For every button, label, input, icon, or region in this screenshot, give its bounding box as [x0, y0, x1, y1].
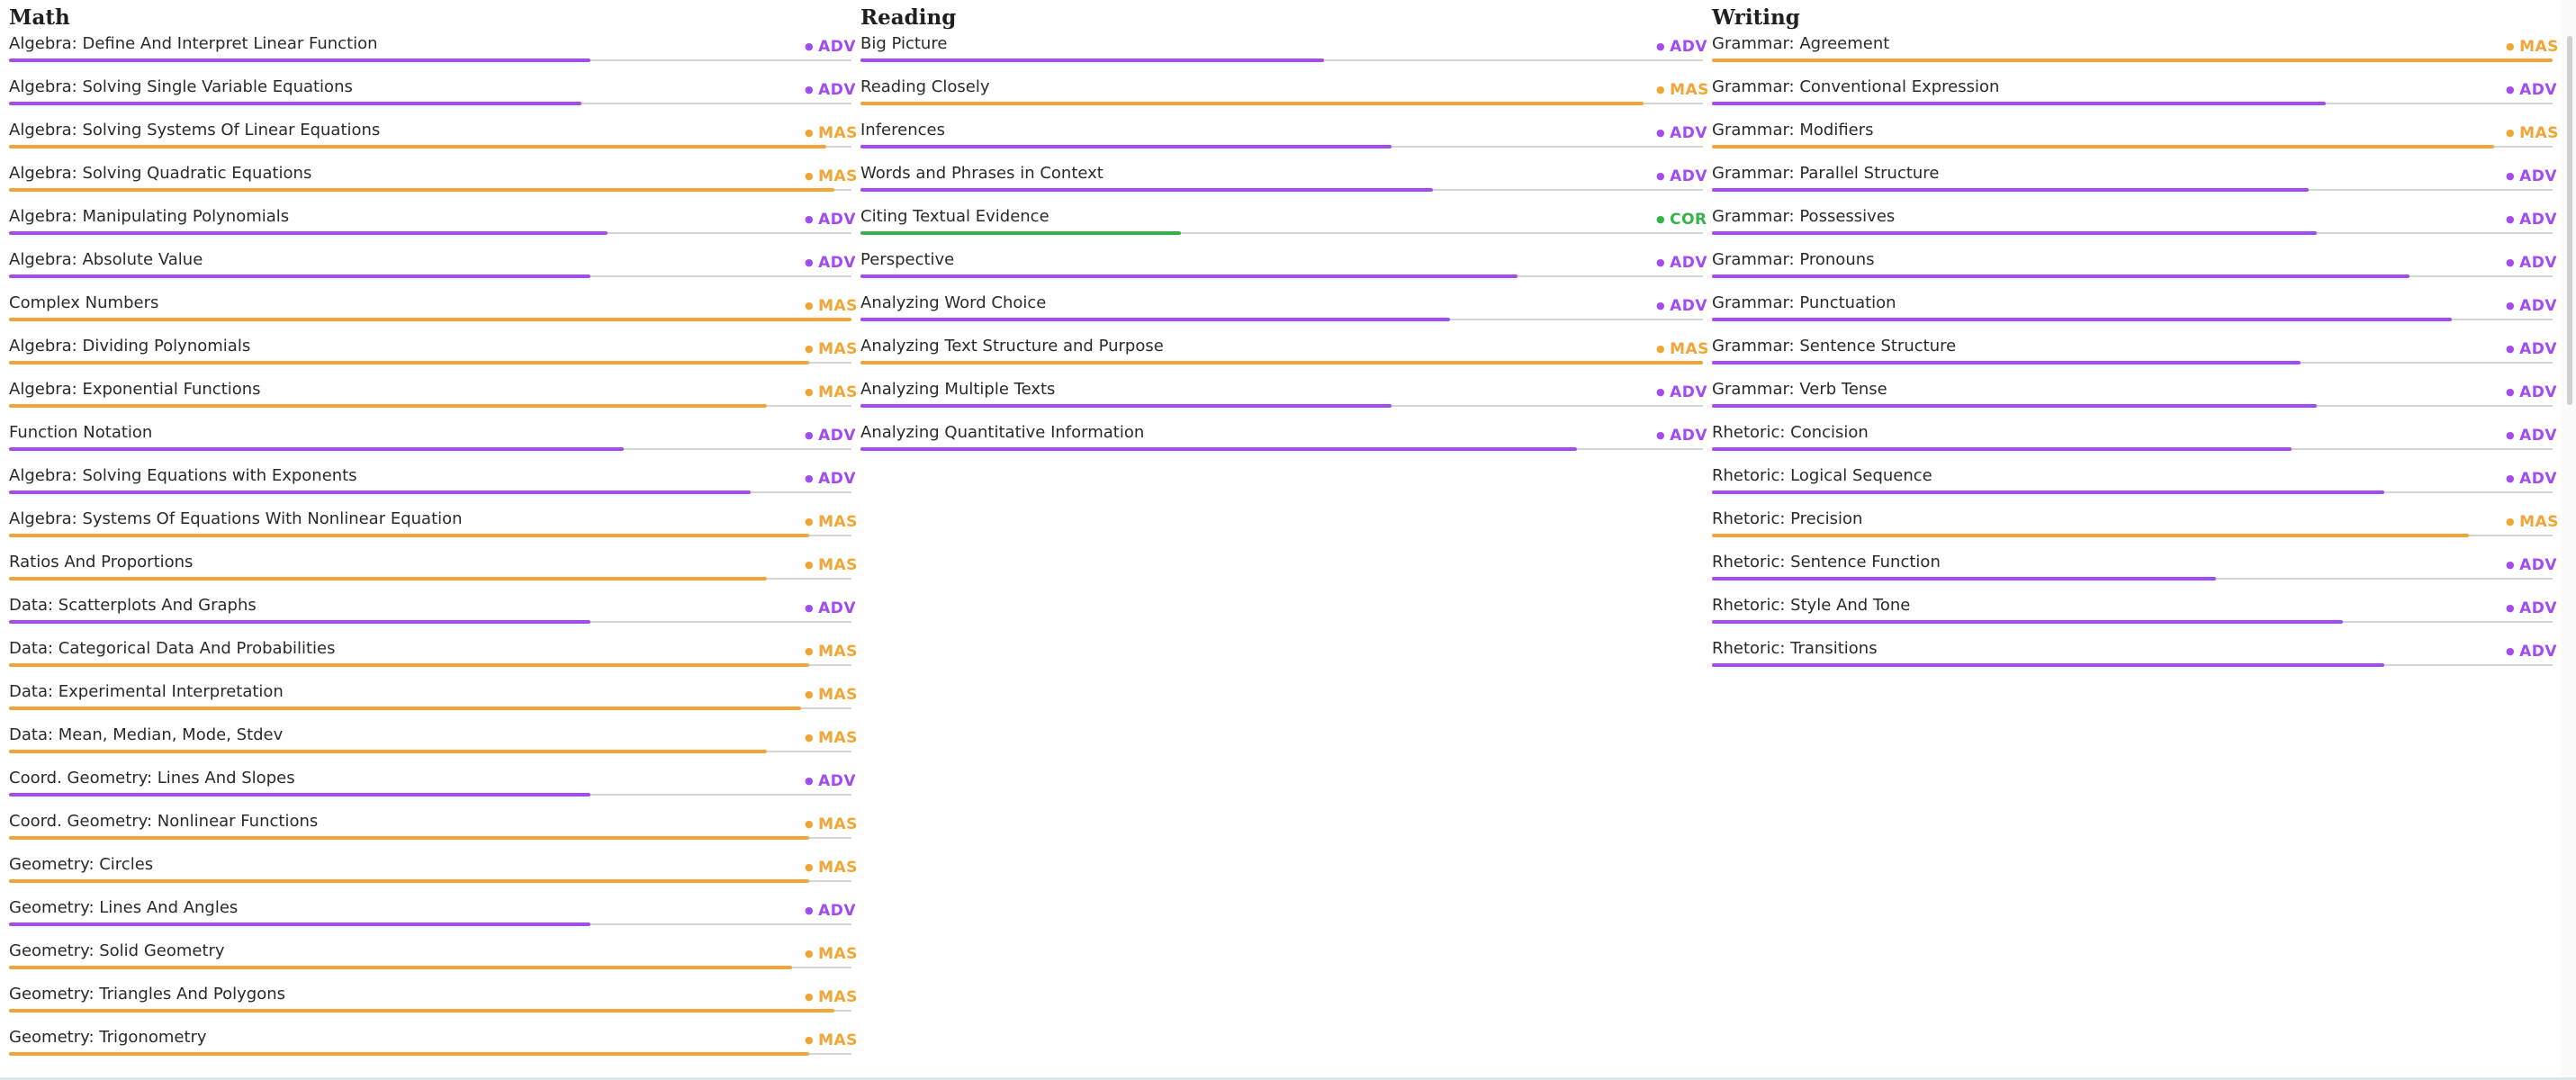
skill-name: Coord. Geometry: Lines And Slopes: [9, 769, 295, 788]
status-label: MAS: [2519, 513, 2559, 531]
skill-name: Grammar: Sentence Structure: [1712, 337, 1957, 356]
writing-column: [1712, 0, 2559, 691]
status-dot-icon: ●: [1656, 170, 1666, 182]
skill-name: Ratios And Proportions: [9, 553, 194, 572]
status-badge: [805, 815, 858, 833]
status-badge: [1656, 340, 1709, 358]
progress-fill: [9, 577, 767, 580]
status-badge: [1656, 427, 1708, 445]
status-badge: [805, 38, 857, 56]
progress-fill: [9, 102, 581, 105]
status-dot-icon: ●: [805, 775, 815, 787]
status-label: MAS: [818, 729, 858, 747]
status-label: COR: [1670, 211, 1707, 229]
status-dot-icon: ●: [805, 1034, 815, 1046]
progress-fill: [1712, 145, 2494, 148]
skill-name: Grammar: Possessives: [1712, 207, 1896, 226]
status-dot-icon: ●: [1656, 429, 1666, 441]
status-dot-icon: ●: [805, 40, 815, 52]
status-dot-icon: ●: [805, 170, 815, 182]
skill-name: Grammar: Conventional Expression: [1712, 77, 2000, 96]
progress-fill: [1712, 231, 2317, 235]
status-label: MAS: [1670, 81, 1709, 99]
status-label: ADV: [2519, 297, 2558, 315]
status-badge: [805, 1031, 858, 1049]
skill-name: Reading Closely: [860, 77, 990, 96]
status-badge: [805, 902, 857, 920]
status-label: ADV: [2519, 383, 2558, 401]
skill-name: Analyzing Quantitative Information: [860, 423, 1145, 442]
status-badge: [1656, 383, 1708, 401]
status-dot-icon: ●: [805, 948, 815, 959]
status-dot-icon: ●: [2506, 386, 2516, 398]
status-dot-icon: ●: [1656, 343, 1666, 355]
skill-name: Algebra: Exponential Functions: [9, 380, 261, 399]
status-dot-icon: ●: [1656, 84, 1666, 95]
progress-fill: [1712, 102, 2326, 105]
progress-fill: [860, 404, 1392, 408]
status-label: ADV: [818, 254, 857, 272]
status-dot-icon: ●: [805, 472, 815, 484]
status-dot-icon: ●: [805, 818, 815, 830]
status-dot-icon: ●: [2506, 343, 2516, 355]
skill-name: Geometry: Solid Geometry: [9, 941, 225, 960]
status-badge: [1656, 81, 1709, 99]
progress-fill: [9, 663, 809, 667]
status-badge: [805, 772, 857, 790]
status-badge: [2506, 211, 2558, 229]
status-label: ADV: [2519, 427, 2558, 445]
progress-fill: [9, 1009, 834, 1012]
writing-skill-list: [1712, 34, 2559, 691]
skill-name: Rhetoric: Logical Sequence: [1712, 466, 1932, 485]
progress-fill: [1712, 490, 2384, 494]
status-label: ADV: [818, 38, 857, 56]
status-badge: [2506, 254, 2558, 272]
progress-fill: [1712, 534, 2469, 537]
progress-fill: [9, 188, 834, 192]
skill-name: Analyzing Word Choice: [860, 293, 1047, 312]
status-badge: [805, 81, 857, 99]
math-column-title: Math: [9, 5, 70, 30]
skill-name: Big Picture: [860, 34, 948, 53]
status-dot-icon: ●: [2506, 40, 2516, 52]
status-badge: [2506, 38, 2559, 56]
status-label: ADV: [818, 902, 857, 920]
progress-fill: [9, 490, 751, 494]
skill-name: Data: Experimental Interpretation: [9, 682, 284, 701]
status-label: MAS: [818, 859, 858, 877]
status-label: MAS: [818, 1031, 858, 1049]
status-dot-icon: ●: [805, 559, 815, 571]
status-label: ADV: [818, 427, 857, 445]
progress-fill: [9, 793, 590, 796]
progress-fill: [9, 1052, 809, 1056]
progress-fill: [1712, 577, 2216, 580]
skill-name: Grammar: Pronouns: [1712, 250, 1875, 269]
status-label: ADV: [1670, 167, 1708, 185]
skill-name: Algebra: Solving Systems Of Linear Equations: [9, 121, 381, 140]
status-badge: [1656, 167, 1708, 185]
status-label: ADV: [1670, 124, 1708, 142]
status-label: ADV: [2519, 167, 2558, 185]
progress-fill: [9, 534, 809, 537]
skill-name: Rhetoric: Style And Tone: [1712, 596, 1911, 615]
scrollbar-thumb[interactable]: [2567, 36, 2572, 405]
skill-row[interactable]: [9, 1028, 858, 1080]
progress-fill: [860, 231, 1181, 235]
status-badge: [805, 643, 858, 661]
progress-fill: [9, 966, 792, 969]
status-dot-icon: ●: [2506, 213, 2516, 225]
skill-name: Citing Textual Evidence: [860, 207, 1049, 226]
vertical-scrollbar[interactable]: [2562, 0, 2576, 1080]
status-label: MAS: [818, 297, 858, 315]
progress-fill: [860, 318, 1450, 321]
status-dot-icon: ●: [2506, 559, 2516, 571]
status-dot-icon: ●: [805, 256, 815, 268]
reading-column-title: Reading: [860, 5, 957, 30]
skill-name: Complex Numbers: [9, 293, 159, 312]
skill-name: Grammar: Modifiers: [1712, 121, 1874, 140]
progress-fill: [860, 188, 1433, 192]
status-badge: [2506, 513, 2559, 531]
status-label: MAS: [818, 513, 858, 531]
status-label: ADV: [2519, 470, 2558, 488]
progress-fill: [9, 274, 590, 278]
status-label: ADV: [2519, 254, 2558, 272]
status-badge: [805, 859, 858, 877]
status-badge: [2506, 124, 2559, 142]
status-label: ADV: [1670, 297, 1708, 315]
status-dot-icon: ●: [2506, 256, 2516, 268]
status-dot-icon: ●: [1656, 213, 1666, 225]
skill-name: Coord. Geometry: Nonlinear Functions: [9, 812, 319, 831]
status-dot-icon: ●: [2506, 300, 2516, 311]
status-label: MAS: [2519, 38, 2559, 56]
skill-name: Words and Phrases in Context: [860, 164, 1103, 183]
status-badge: [805, 686, 858, 704]
status-dot-icon: ●: [805, 343, 815, 355]
status-dot-icon: ●: [1656, 127, 1666, 139]
skill-name: Data: Categorical Data And Probabilities: [9, 639, 336, 658]
status-label: ADV: [818, 81, 857, 99]
status-dot-icon: ●: [1656, 386, 1666, 398]
progress-fill: [9, 879, 809, 883]
status-badge: [2506, 643, 2558, 661]
skill-name: Grammar: Parallel Structure: [1712, 164, 1940, 183]
status-label: ADV: [2519, 599, 2558, 617]
status-badge: [805, 729, 858, 747]
status-badge: [805, 211, 857, 229]
status-label: ADV: [1670, 38, 1708, 56]
status-dot-icon: ●: [2506, 472, 2516, 484]
status-label: MAS: [818, 643, 858, 661]
skill-name: Algebra: Dividing Polynomials: [9, 337, 251, 356]
status-dot-icon: ●: [2506, 127, 2516, 139]
progress-fill: [860, 274, 1518, 278]
status-dot-icon: ●: [1656, 256, 1666, 268]
skill-row[interactable]: [860, 423, 1708, 475]
status-dot-icon: ●: [2506, 602, 2516, 614]
status-badge: [1656, 297, 1708, 315]
status-dot-icon: ●: [805, 516, 815, 527]
status-badge: [2506, 599, 2558, 617]
status-dot-icon: ●: [805, 688, 815, 700]
status-label: ADV: [2519, 340, 2558, 358]
status-dot-icon: ●: [2506, 170, 2516, 182]
status-badge: [2506, 470, 2558, 488]
skill-name: Rhetoric: Precision: [1712, 509, 1863, 528]
status-label: MAS: [818, 686, 858, 704]
status-label: MAS: [818, 988, 858, 1006]
status-dot-icon: ●: [805, 84, 815, 95]
progress-fill: [9, 620, 590, 624]
status-dot-icon: ●: [805, 213, 815, 225]
status-dot-icon: ●: [805, 732, 815, 743]
skill-name: Algebra: Absolute Value: [9, 250, 203, 269]
skill-name: Grammar: Punctuation: [1712, 293, 1896, 312]
status-label: ADV: [2519, 81, 2558, 99]
progress-fill: [1712, 404, 2317, 408]
skill-name: Algebra: Define And Interpret Linear Function: [9, 34, 378, 53]
status-badge: [805, 988, 858, 1006]
progress-fill: [1712, 361, 2301, 364]
skill-row[interactable]: [860, 77, 1709, 130]
status-dot-icon: ●: [1656, 40, 1666, 52]
status-badge: [2506, 427, 2558, 445]
status-badge: [805, 167, 858, 185]
status-dot-icon: ●: [1656, 300, 1666, 311]
progress-fill: [9, 231, 608, 235]
status-badge: [2506, 81, 2558, 99]
status-badge: [805, 124, 858, 142]
skill-name: Algebra: Solving Equations with Exponents: [9, 466, 357, 485]
status-badge: [1656, 254, 1708, 272]
status-dot-icon: ●: [805, 602, 815, 614]
skill-row[interactable]: [1712, 639, 2558, 691]
status-dot-icon: ●: [805, 861, 815, 873]
reading-skill-list: [860, 34, 1709, 475]
status-badge: [805, 599, 857, 617]
status-badge: [2506, 383, 2558, 401]
status-dot-icon: ●: [805, 386, 815, 398]
status-badge: [805, 556, 858, 574]
status-label: ADV: [818, 211, 857, 229]
status-badge: [2506, 167, 2558, 185]
status-label: ADV: [2519, 211, 2558, 229]
progress-fill: [1712, 663, 2384, 667]
status-label: MAS: [818, 945, 858, 963]
skill-name: Rhetoric: Sentence Function: [1712, 553, 1941, 572]
skill-name: Rhetoric: Transitions: [1712, 639, 1878, 658]
skill-name: Grammar: Verb Tense: [1712, 380, 1887, 399]
status-badge: [1656, 124, 1708, 142]
progress-fill: [860, 58, 1324, 62]
status-badge: [805, 297, 858, 315]
progress-fill: [860, 102, 1644, 105]
status-dot-icon: ●: [2506, 429, 2516, 441]
status-dot-icon: ●: [805, 645, 815, 657]
skill-name: Rhetoric: Concision: [1712, 423, 1869, 442]
progress-fill: [9, 922, 590, 926]
status-badge: [805, 383, 858, 401]
status-dot-icon: ●: [805, 904, 815, 916]
progress-fill: [1712, 447, 2292, 451]
status-label: ADV: [818, 599, 857, 617]
status-label: MAS: [818, 815, 858, 833]
skill-name: Algebra: Solving Single Variable Equations: [9, 77, 353, 96]
skill-name: Geometry: Triangles And Polygons: [9, 985, 285, 1004]
progress-fill: [9, 836, 809, 840]
status-label: ADV: [1670, 427, 1708, 445]
skill-name: Function Notation: [9, 423, 153, 442]
status-label: ADV: [1670, 383, 1708, 401]
status-label: ADV: [818, 470, 857, 488]
status-badge: [1656, 211, 1707, 229]
status-badge: [1656, 38, 1708, 56]
skill-name: Perspective: [860, 250, 955, 269]
status-label: MAS: [818, 556, 858, 574]
progress-fill: [860, 447, 1577, 451]
skill-name: Analyzing Multiple Texts: [860, 380, 1056, 399]
skill-name: Inferences: [860, 121, 945, 140]
progress-fill: [9, 404, 767, 408]
status-label: MAS: [818, 340, 858, 358]
writing-column-title: Writing: [1712, 5, 1800, 30]
status-badge: [805, 427, 857, 445]
math-column: [9, 0, 858, 1080]
status-dot-icon: ●: [805, 429, 815, 441]
progress-fill: [1712, 58, 2553, 62]
status-badge: [805, 254, 857, 272]
skill-name: Data: Mean, Median, Mode, Stdev: [9, 725, 284, 744]
skill-name: Algebra: Manipulating Polynomials: [9, 207, 290, 226]
status-badge: [2506, 297, 2558, 315]
skill-row[interactable]: [860, 207, 1707, 259]
status-badge: [2506, 340, 2558, 358]
skill-name: Algebra: Solving Quadratic Equations: [9, 164, 312, 183]
progress-fill: [1712, 318, 2452, 321]
math-skill-list: [9, 34, 858, 1080]
status-label: ADV: [2519, 556, 2558, 574]
status-dot-icon: ●: [2506, 645, 2516, 657]
status-badge: [805, 513, 858, 531]
skill-name: Geometry: Lines And Angles: [9, 898, 239, 917]
status-label: MAS: [1670, 340, 1709, 358]
reading-column: [860, 0, 1709, 475]
status-dot-icon: ●: [2506, 84, 2516, 95]
status-badge: [805, 340, 858, 358]
progress-fill: [9, 318, 851, 321]
progress-fill: [1712, 188, 2309, 192]
progress-fill: [9, 447, 624, 451]
skill-name: Data: Scatterplots And Graphs: [9, 596, 257, 615]
status-dot-icon: ●: [2506, 516, 2516, 527]
progress-fill: [860, 145, 1392, 148]
status-label: MAS: [2519, 124, 2559, 142]
status-label: MAS: [818, 124, 858, 142]
status-label: MAS: [818, 167, 858, 185]
progress-fill: [1712, 620, 2343, 624]
status-label: ADV: [818, 772, 857, 790]
skill-name: Geometry: Trigonometry: [9, 1028, 207, 1047]
progress-fill: [9, 58, 590, 62]
status-badge: [805, 470, 857, 488]
skill-name: Geometry: Circles: [9, 855, 154, 874]
progress-fill: [9, 361, 809, 364]
skill-name: Analyzing Text Structure and Purpose: [860, 337, 1164, 356]
skill-name: Grammar: Agreement: [1712, 34, 1890, 53]
status-badge: [2506, 556, 2558, 574]
status-label: ADV: [2519, 643, 2558, 661]
progress-fill: [860, 361, 1703, 364]
progress-fill: [9, 750, 767, 753]
progress-fill: [1712, 274, 2409, 278]
progress-fill: [9, 145, 826, 148]
status-label: MAS: [818, 383, 858, 401]
status-badge: [805, 945, 858, 963]
status-dot-icon: ●: [805, 127, 815, 139]
status-dot-icon: ●: [805, 300, 815, 311]
skill-name: Algebra: Systems Of Equations With Nonlinear Equation: [9, 509, 463, 528]
progress-fill: [9, 706, 801, 710]
status-dot-icon: ●: [805, 991, 815, 1003]
status-label: ADV: [1670, 254, 1708, 272]
